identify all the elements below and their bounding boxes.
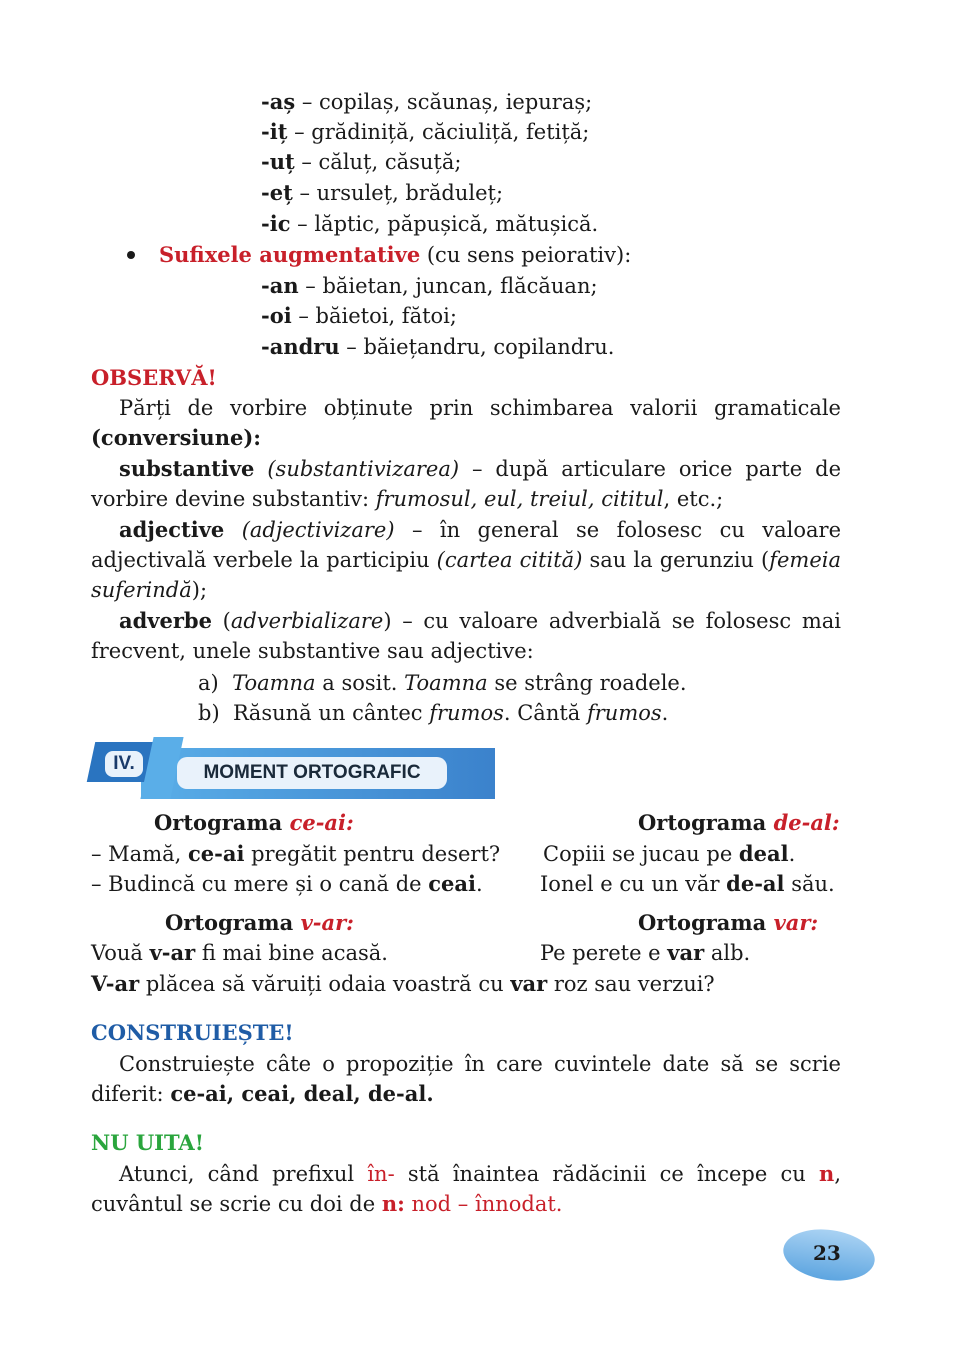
ortograma-line-2: – Budincă cu mere și o cană de ceai. xyxy=(91,871,483,896)
suffix-line-as: -aș – copilaș, scăunaș, iepuraș; xyxy=(261,89,593,114)
page-number-badge xyxy=(783,1230,875,1284)
bullet-icon xyxy=(127,251,135,259)
ortograma-ce-ai-title: Ortograma ce-ai: xyxy=(154,810,354,835)
ortograma-var-title: Ortograma var: xyxy=(638,910,819,935)
ortograma-right-2: Ionel e cu un văr de-al său. xyxy=(540,871,835,896)
page-number: 23 xyxy=(813,1241,841,1265)
suffix-line-it: -iț – grădiniță, căciuliță, fetiță; xyxy=(261,119,590,144)
nu-uita-paragraph: Atunci, când prefixul în- stă înaintea rădăcinii ce începe cu n, cuvântul se scrie cu doi de n: nod – înnodat. xyxy=(91,1161,841,1216)
adjective-paragraph: adjective (adjectivizare) – în general se folosesc cu valoare adjectivală verbele la participiu (cartea citită) sau la gerunziu (femeia suferindă); xyxy=(91,517,842,602)
ortograma-line-3: Vouă v-ar fi mai bine acasă. xyxy=(91,940,388,965)
example-a: a) Toamna a sosit. Toamna se strâng roadele. xyxy=(198,671,687,695)
example-b: b) Răsună un cântec frumos. Cântă frumos. xyxy=(198,701,669,725)
suffix-line-ic: -ic – lăptic, păpușică, mătușică. xyxy=(261,211,599,236)
adverbe-paragraph: adverbe (adverbializare) – cu valoare adverbială se folosesc mai frecvent, unele substantive sau adjective: xyxy=(91,608,841,663)
suffix-line-oi: -oi – băietoi, fătoi; xyxy=(261,303,457,328)
suffix-line-an: -an – băietan, juncan, flăcăuan; xyxy=(261,273,598,298)
construieste-heading: CONSTRUIEȘTE! xyxy=(91,1020,294,1045)
observa-intro: Părți de vorbire obținute prin schimbarea valorii gramaticale (conversiune): xyxy=(91,396,841,450)
suffix-line-ut: -uț – căluț, căsuță; xyxy=(261,149,462,174)
section-banner xyxy=(91,737,495,799)
ortograma-line-1: – Mamă, ce-ai pregătit pentru desert? xyxy=(91,841,501,866)
observa-heading: OBSERVĂ! xyxy=(91,365,217,390)
augmentative-heading: Sufixele augmentative (cu sens peiorativ): xyxy=(127,240,631,270)
nu-uita-heading: NU UITA! xyxy=(91,1130,204,1155)
ortograma-right-1: Copiii se jucau pe deal. xyxy=(543,841,796,866)
ortograma-line-4: V-ar plăcea să văruiți odaia voastră cu var roz sau verzui? xyxy=(91,971,715,996)
section-number: IV. xyxy=(105,751,143,777)
construieste-paragraph: Construiește câte o propoziție în care cuvintele date să se scrie diferit: ce-ai, ceai, deal, de-al. xyxy=(91,1052,841,1106)
suffix-line-et: -eț – ursuleț, brăduleț; xyxy=(261,180,504,205)
ortograma-v-ar-title: Ortograma v-ar: xyxy=(165,910,354,935)
ortograma-de-al-title: Ortograma de-al: xyxy=(638,810,840,835)
substantive-paragraph: substantive (substantivizarea) – după articulare orice parte de vorbire devine substantiv: frumosul, eul, treiul, cititul, etc.; xyxy=(91,456,841,511)
suffix-line-andru: -andru – băiețandru, copilandru. xyxy=(261,334,615,359)
ortograma-right-3: Pe perete e var alb. xyxy=(540,940,751,965)
section-title: MOMENT ORTOGRAFIC xyxy=(177,757,447,789)
